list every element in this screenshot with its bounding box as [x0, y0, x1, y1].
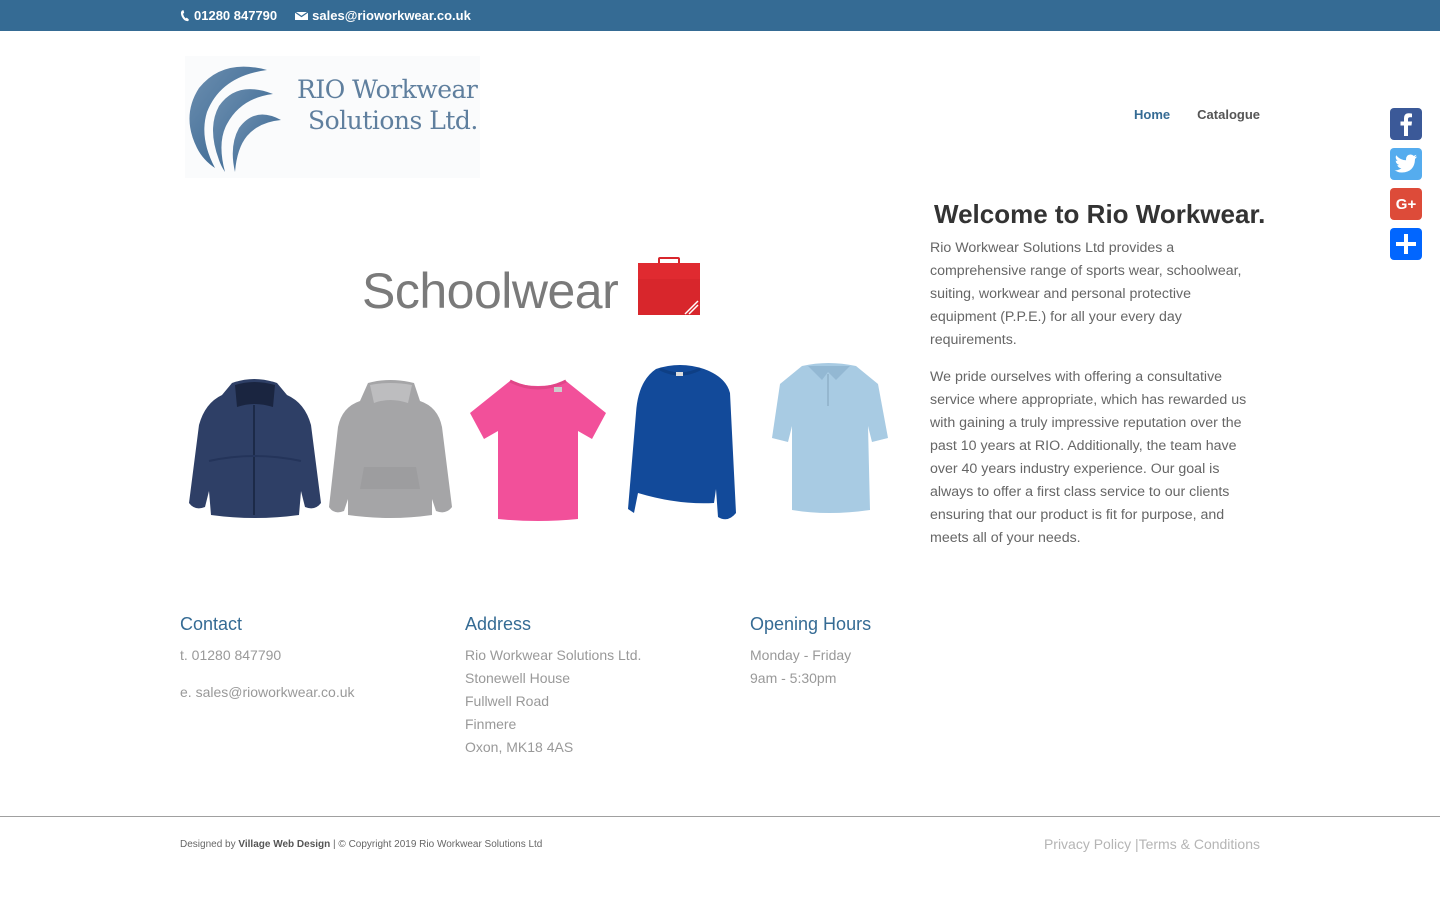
light-blue-polo-image[interactable] [770, 360, 890, 515]
book-bag-icon [637, 256, 701, 316]
google-plus-icon: G+ [1395, 195, 1417, 213]
legal-separator: | [1131, 836, 1139, 852]
footer-opening-hours [750, 612, 871, 690]
google-plus-share-button[interactable] [1390, 188, 1422, 220]
nav-item-catalogue[interactable]: Catalogue [1197, 107, 1260, 122]
envelope-icon [295, 11, 308, 21]
top-bar [0, 0, 1440, 31]
topbar-email-link[interactable] [295, 8, 471, 23]
footer-credits [180, 839, 542, 850]
logo-title-line1: RIO Workwear [297, 75, 478, 104]
address-line-4: Finmere [465, 716, 517, 732]
grey-hoodie-image[interactable] [328, 379, 453, 519]
twitter-share-button[interactable] [1390, 148, 1422, 180]
designer-link[interactable]: Village Web Design [238, 839, 331, 850]
address-line-2: Stonewell House [465, 670, 571, 686]
address-line-5: Oxon, MK18 4AS [465, 739, 574, 755]
address-line-1: Rio Workwear Solutions Ltd. [465, 647, 642, 663]
logo-title-line2: Solutions Ltd. [308, 106, 478, 135]
address-line-3: Fullwell Road [465, 693, 550, 709]
topbar-phone-text: 01280 847790 [194, 8, 278, 23]
footer-divider [0, 816, 1440, 817]
opening-days: Monday - Friday [750, 647, 852, 663]
footer-legal-links [1044, 836, 1260, 852]
welcome-paragraph-2: We pride ourselves with offering a consultative service where appropriate, which has rewarded us with gaining a truly impressive reputation over the past 10 years at RIO. Additionally, the team have over 40 years industry experience. Our goal is always to offer a first class service to our clients ensuring that our product is fit for purpose, and meets all of your needs. [930, 369, 1247, 546]
footer-contact [180, 612, 355, 704]
credits-prefix: Designed by [180, 839, 239, 850]
welcome-paragraph-1: Rio Workwear Solutions Ltd provides a comprehensive range of sports wear, schoolwear, suiting, workwear and personal protective equipment (P.P.E.) for all your every day requirements. [930, 240, 1242, 348]
share-more-button[interactable] [1390, 228, 1422, 260]
swoosh-logo-icon [185, 56, 297, 178]
topbar-email-text: sales@rioworkwear.co.uk [312, 8, 471, 23]
topbar-phone-link[interactable] [180, 8, 277, 23]
contact-phone: t. 01280 847790 [180, 647, 282, 663]
navy-jacket-image[interactable] [187, 375, 322, 520]
plus-icon [1395, 233, 1417, 255]
opening-times: 9am - 5:30pm [750, 670, 837, 686]
opening-hours-heading: Opening Hours [750, 614, 872, 634]
phone-icon [180, 10, 190, 22]
terms-conditions-link[interactable]: Terms & Conditions [1138, 836, 1260, 852]
address-heading: Address [465, 614, 532, 634]
copyright-text: | © Copyright 2019 Rio Workwear Solutions Ltd [330, 839, 543, 850]
social-share-bar [1390, 108, 1422, 260]
main-nav [1134, 107, 1260, 122]
site-logo[interactable] [185, 56, 480, 178]
welcome-heading: Welcome to Rio Workwear. [934, 199, 1266, 229]
schoolwear-heading: Schoolwear [362, 263, 619, 319]
contact-heading: Contact [180, 614, 243, 634]
product-showcase [180, 355, 900, 530]
footer-address [465, 612, 641, 759]
privacy-policy-link[interactable]: Privacy Policy [1043, 836, 1132, 852]
twitter-icon [1394, 154, 1418, 174]
facebook-share-button[interactable] [1390, 108, 1422, 140]
facebook-icon [1399, 112, 1413, 136]
royal-blue-sweatshirt-image[interactable] [626, 363, 738, 525]
welcome-body [930, 237, 1255, 564]
pink-tshirt-image[interactable] [468, 373, 608, 521]
nav-item-home[interactable]: Home [1134, 107, 1171, 122]
contact-email[interactable]: e. sales@rioworkwear.co.uk [180, 684, 355, 700]
